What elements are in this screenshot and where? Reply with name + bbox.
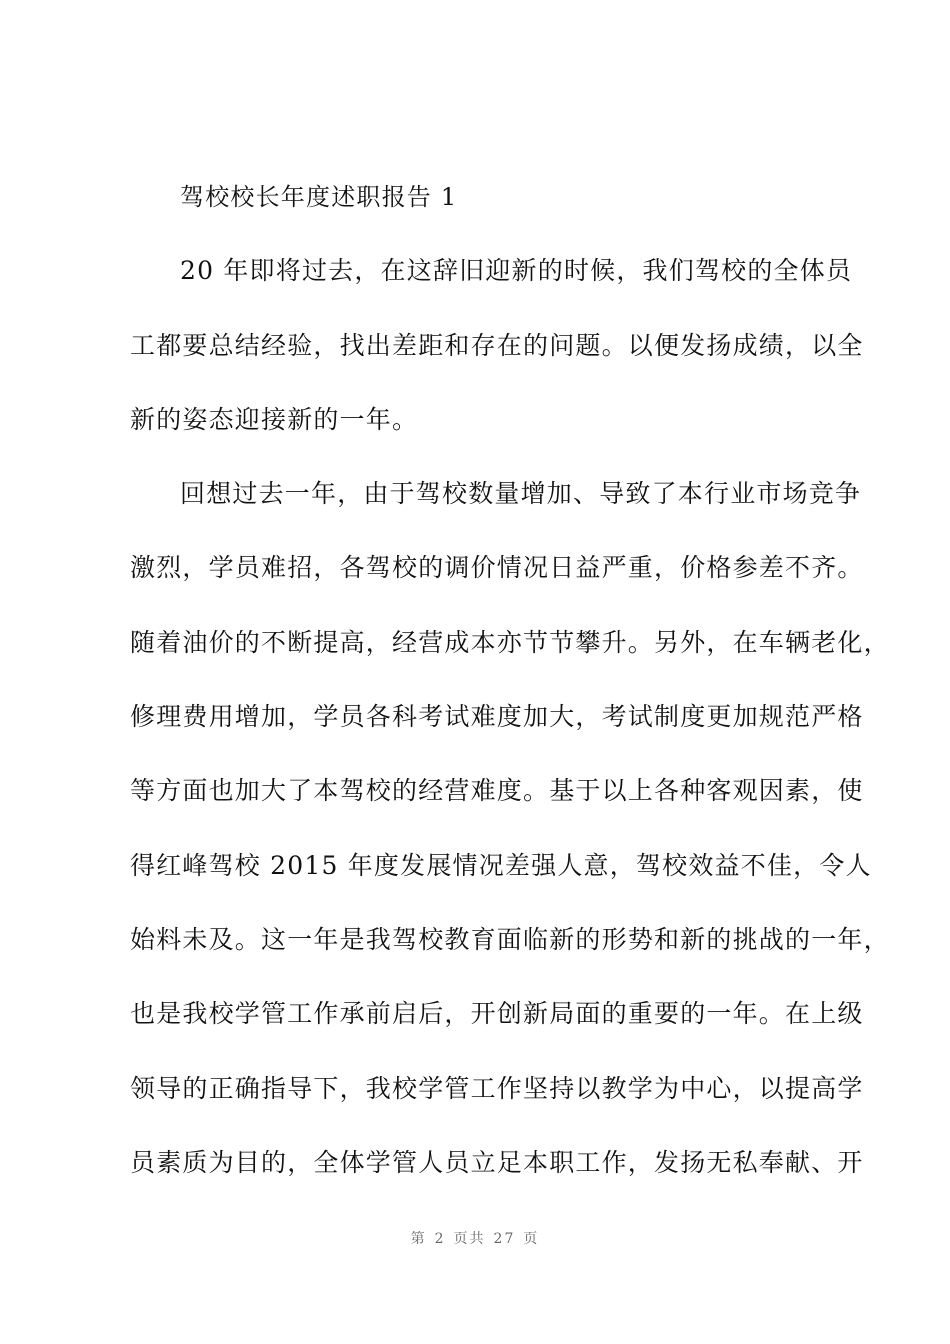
footer-suffix: 页 (523, 1231, 540, 1247)
paragraph-line: 领导的正确指导下，我校学管工作坚持以教学为中心，以提高学 (130, 1074, 864, 1103)
footer-prefix: 第 (410, 1231, 427, 1247)
page-footer (0, 1230, 950, 1248)
paragraph-line: 得红峰驾校 2015 年度发展情况差强人意，驾校效益不佳，令人 (130, 851, 872, 880)
paragraph-line: 新的姿态迎接新的一年。 (130, 405, 419, 434)
footer-page-number: 2 (434, 1231, 446, 1247)
footer-total-pages: 27 (493, 1231, 516, 1247)
paragraph-line: 回想过去一年，由于驾校数量增加、导致了本行业市场竞争 (180, 479, 862, 508)
document-title: 驾校校长年度述职报告 1 (180, 183, 458, 211)
paragraph-line: 工都要总结经验，找出差距和存在的问题。以便发扬成绩，以全 (130, 331, 864, 360)
paragraph-line: 20 年即将过去，在这辞旧迎新的时候，我们驾校的全体员 (180, 256, 853, 285)
paragraph-line: 始料未及。这一年是我驾校教育面临新的形势和新的挑战的一年， (130, 925, 890, 954)
paragraph-line: 修理费用增加，学员各科考试难度加大，考试制度更加规范严格 (130, 702, 864, 731)
paragraph-line: 员素质为目的，全体学管人员立足本职工作，发扬无私奉献、开 (130, 1148, 864, 1177)
footer-middle: 页共 (453, 1231, 486, 1247)
paragraph-line: 激烈，学员难招，各驾校的调价情况日益严重，价格参差不齐。 (130, 553, 864, 582)
paragraph-line: 也是我校学管工作承前启后，开创新局面的重要的一年。在上级 (130, 999, 864, 1028)
paragraph-line: 随着油价的不断提高，经营成本亦节节攀升。另外，在车辆老化， (130, 628, 890, 657)
paragraph-line: 等方面也加大了本驾校的经营难度。基于以上各种客观因素，使 (130, 776, 864, 805)
